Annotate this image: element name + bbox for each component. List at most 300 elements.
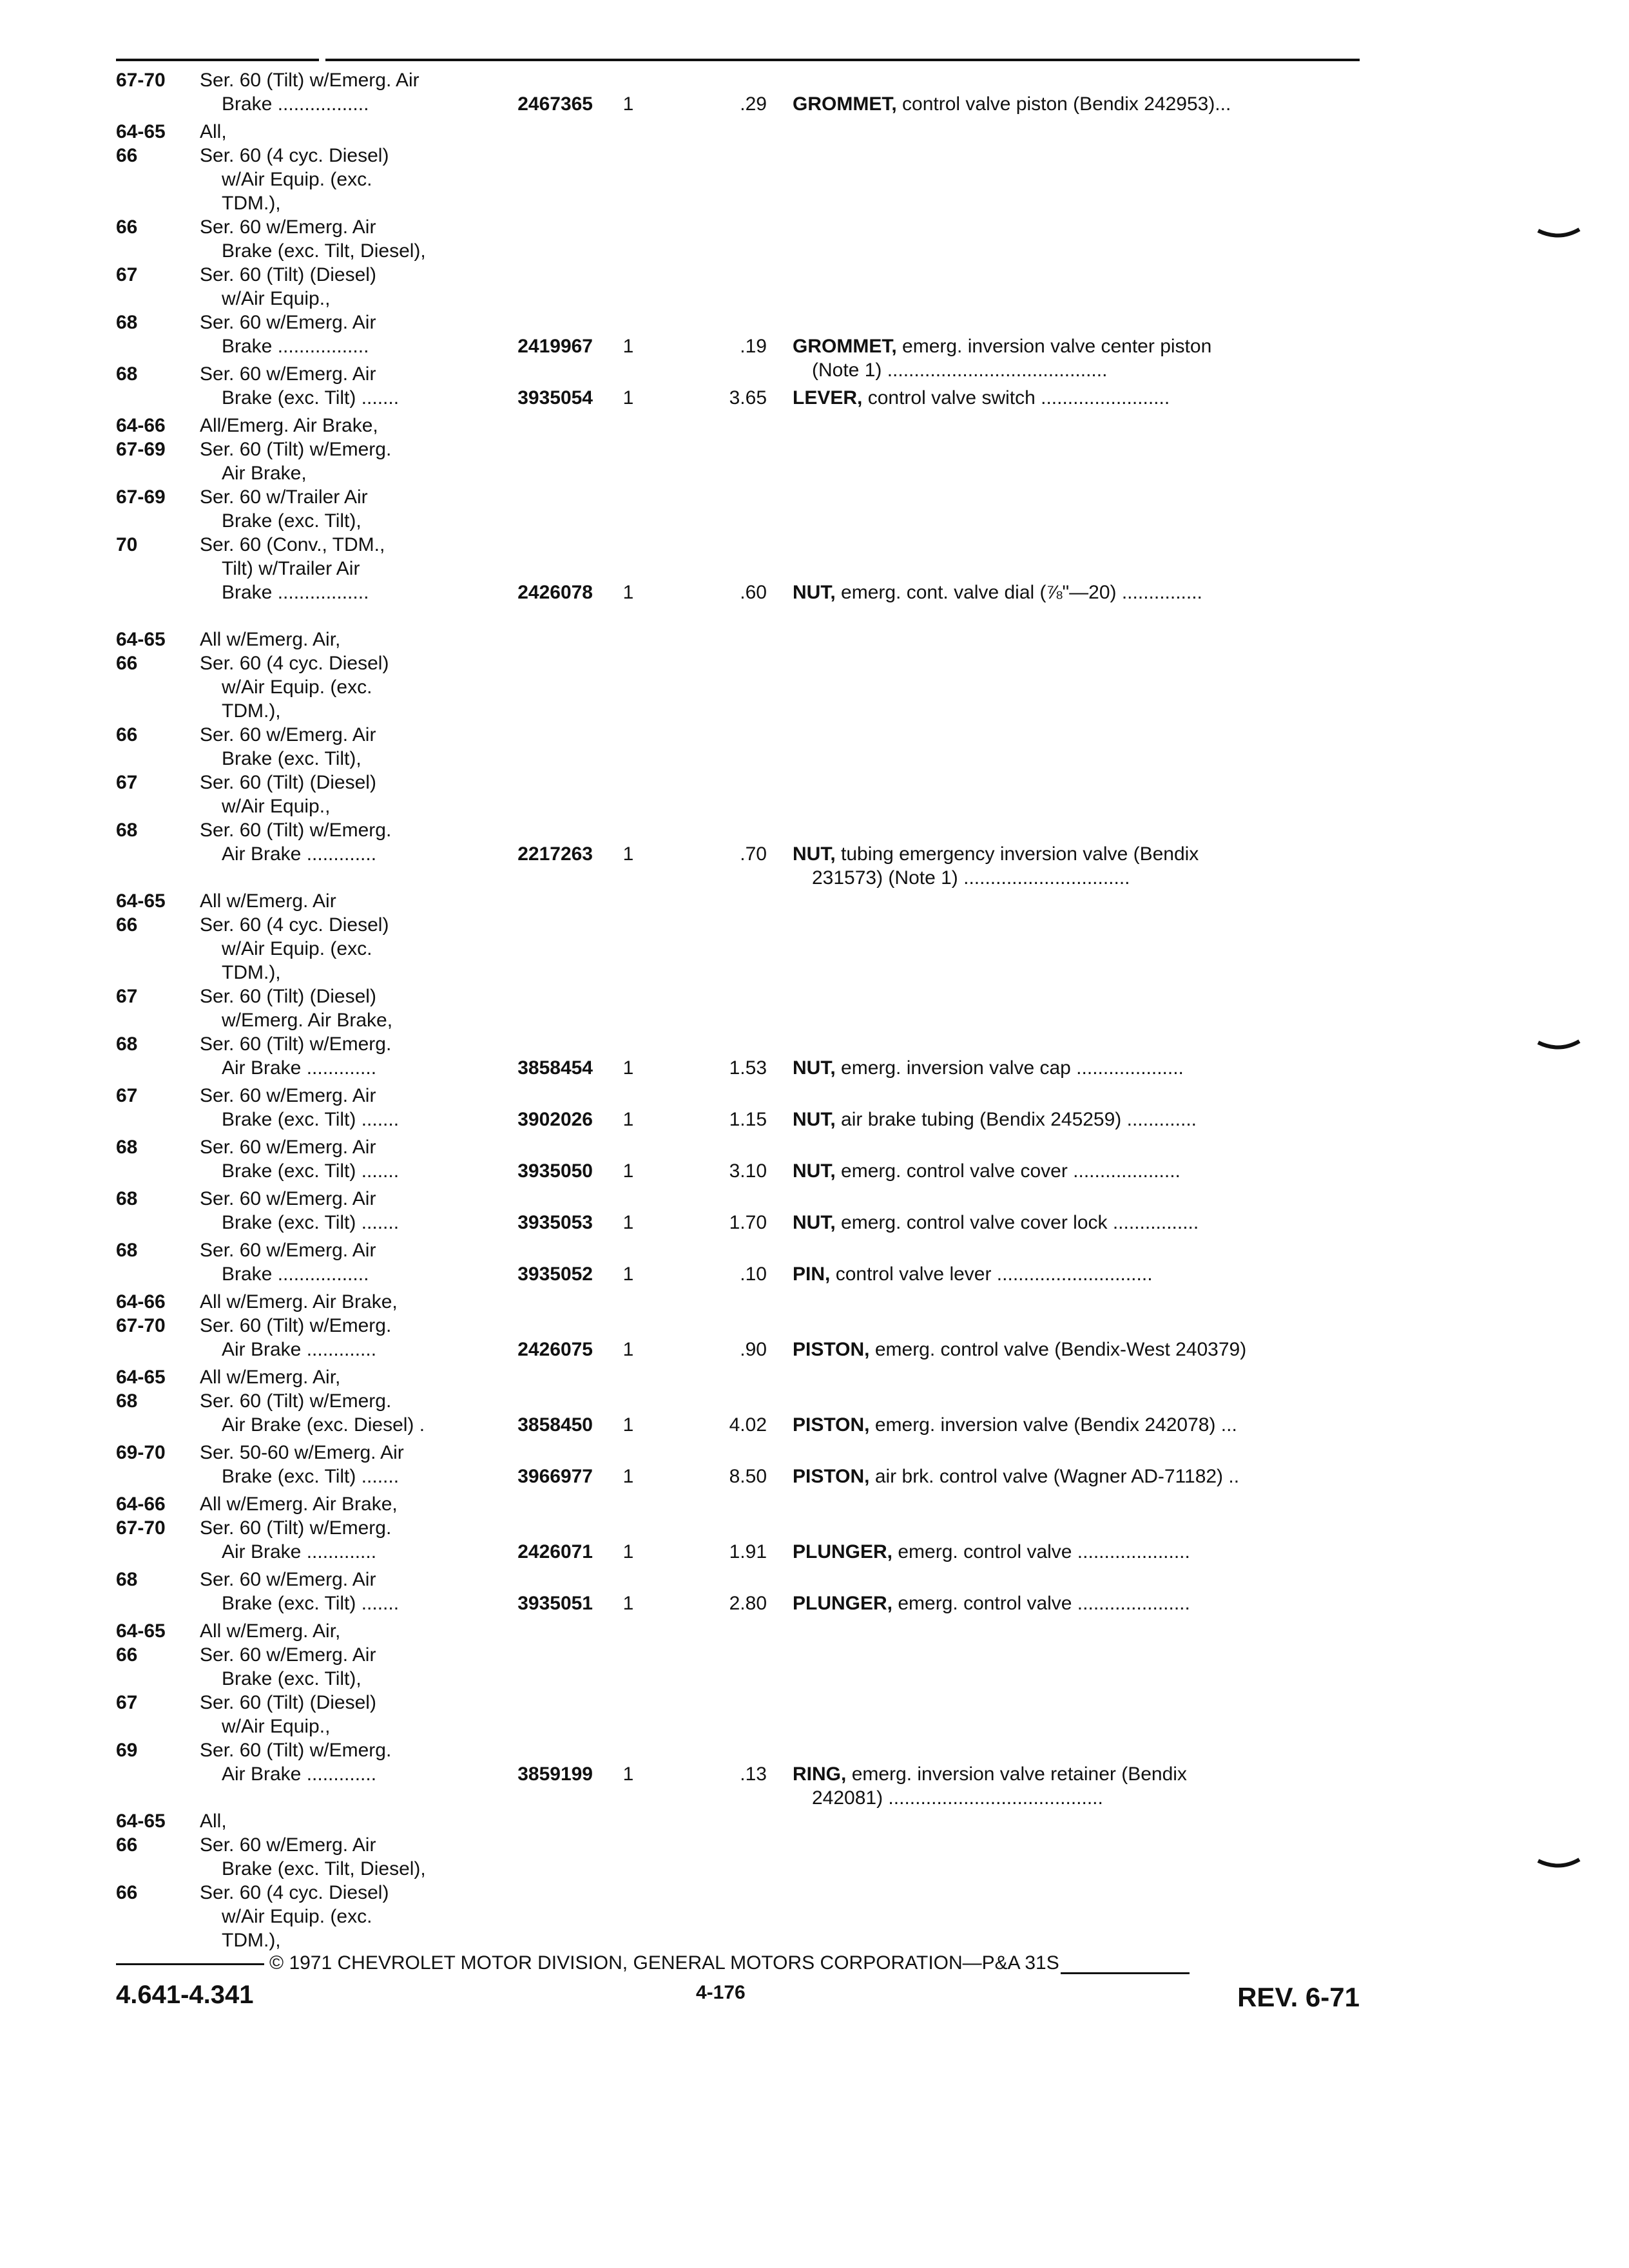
- model-years: [116, 1619, 193, 1786]
- year-range: [116, 287, 193, 311]
- application-line: Brake (exc. Tilt),: [222, 1668, 361, 1689]
- application-line: Ser. 60 w/Emerg. Air: [200, 724, 376, 745]
- year-range: 68: [116, 1390, 138, 1412]
- model-years: [116, 1492, 193, 1564]
- year-range: [116, 1262, 193, 1286]
- application-line: Brake .................: [222, 1264, 369, 1285]
- list-price: .90: [740, 1339, 767, 1360]
- part-name: NUT,: [793, 1057, 836, 1079]
- part-number: 3859199: [517, 1763, 593, 1785]
- year-range: [116, 1108, 193, 1131]
- part-description: [793, 1211, 1360, 1235]
- application-line: Ser. 60 (Tilt) w/Emerg.: [200, 1517, 392, 1539]
- year-range: 67: [116, 986, 138, 1007]
- application-line: Brake (exc. Tilt, Diesel),: [222, 1858, 426, 1879]
- application-line: Air Brake .............: [222, 1339, 377, 1360]
- year-range: 68: [116, 1033, 138, 1055]
- application-line: Ser. 60 (Tilt) w/Emerg.: [200, 1315, 392, 1336]
- year-range: [116, 461, 193, 485]
- top-rule: [116, 59, 1360, 61]
- year-range: 67-70: [116, 1315, 166, 1336]
- year-range: [116, 961, 193, 985]
- application-line: Ser. 60 (Tilt) (Diesel): [200, 986, 376, 1007]
- year-range: [116, 794, 193, 818]
- quantity: 1: [622, 1057, 634, 1079]
- application-line: Ser. 60 (Tilt) w/Emerg.: [200, 1740, 392, 1761]
- parts-row: [116, 68, 1360, 116]
- part-details: tubing emergency inversion valve (Bendix: [841, 843, 1199, 865]
- part-name: PIN,: [793, 1264, 831, 1285]
- part-description: [793, 386, 1360, 410]
- part-number: 2419967: [517, 336, 593, 357]
- application-line: w/Air Equip. (exc.: [222, 1906, 372, 1927]
- part-details: emerg. control valve .....................: [898, 1541, 1190, 1562]
- parts-row: [116, 1238, 1360, 1286]
- list-price: 1.53: [729, 1057, 767, 1079]
- application-line: Air Brake .............: [222, 843, 377, 865]
- year-range: [116, 747, 193, 771]
- year-range: 66: [116, 216, 138, 238]
- year-range: [116, 1667, 193, 1691]
- quantity: 1: [622, 1109, 634, 1130]
- application-line: TDM.),: [222, 1930, 281, 1951]
- application-line: w/Emerg. Air Brake,: [222, 1010, 393, 1031]
- parts-row: [116, 1135, 1360, 1183]
- year-range: [116, 699, 193, 723]
- quantity: 1: [622, 93, 634, 115]
- application-line: All w/Emerg. Air,: [200, 629, 341, 650]
- quantity: 1: [622, 1339, 634, 1360]
- model-years: [116, 1290, 193, 1361]
- model-years: [116, 628, 193, 866]
- application-line: All w/Emerg. Air Brake,: [200, 1291, 398, 1312]
- quantity: 1: [622, 1593, 634, 1614]
- year-range: 68: [116, 1137, 138, 1158]
- quantity: 1: [622, 582, 634, 603]
- list-price: 1.70: [729, 1212, 767, 1233]
- application: [200, 1135, 503, 1183]
- part-details: emerg. control valve .....................: [898, 1593, 1190, 1614]
- part-number: 2467365: [517, 93, 593, 115]
- parts-row: [116, 414, 1360, 604]
- year-range: [116, 1928, 193, 1952]
- part-name: LEVER,: [793, 387, 863, 408]
- year-range: 69-70: [116, 1442, 166, 1463]
- year-range: [116, 1762, 193, 1786]
- part-number: 3935051: [517, 1593, 593, 1614]
- application-line: Air Brake .............: [222, 1057, 377, 1079]
- year-range: [116, 937, 193, 961]
- application-line: TDM.),: [222, 700, 281, 722]
- quantity: 1: [622, 1264, 634, 1285]
- application-line: TDM.),: [222, 193, 281, 214]
- year-range: 68: [116, 820, 138, 841]
- part-description: [793, 581, 1360, 604]
- application: [200, 1619, 503, 1786]
- part-description: [793, 1413, 1360, 1437]
- application-line: Ser. 60 w/Emerg. Air: [200, 1569, 376, 1590]
- application-line: Ser. 60 (Tilt) (Diesel): [200, 772, 376, 793]
- part-number: 2426071: [517, 1541, 593, 1562]
- application: [200, 120, 503, 358]
- part-details: emerg. inversion valve cap ....................: [841, 1057, 1184, 1079]
- part-number: 3935053: [517, 1212, 593, 1233]
- quantity: 1: [622, 1414, 634, 1436]
- year-range: 66: [116, 1644, 138, 1666]
- year-range: 67-69: [116, 439, 166, 460]
- part-number: 3902026: [517, 1109, 593, 1130]
- year-range: [116, 1465, 193, 1488]
- application-line: w/Air Equip. (exc.: [222, 938, 372, 959]
- application: [200, 68, 503, 116]
- part-name: PLUNGER,: [793, 1541, 893, 1562]
- punch-mark-bottom: [1537, 1856, 1582, 1875]
- year-range: 66: [116, 653, 138, 674]
- part-details: control valve piston (Bendix 242953)...: [902, 93, 1231, 115]
- list-price: .13: [740, 1763, 767, 1785]
- application-line: Ser. 60 (Tilt) w/Emerg.: [200, 1390, 392, 1412]
- year-range: 64-66: [116, 1291, 166, 1312]
- copyright-text: © 1971 CHEVROLET MOTOR DIVISION, GENERAL MOTORS CORPORATION—P&A 31S: [269, 1952, 1059, 1974]
- application-line: Ser. 60 w/Emerg. Air: [200, 1644, 376, 1666]
- application-line: All w/Emerg. Air,: [200, 1620, 341, 1642]
- parts-row: [116, 362, 1360, 410]
- year-range: 66: [116, 914, 138, 936]
- application-line: Air Brake,: [222, 463, 307, 484]
- application-line: w/Air Equip. (exc.: [222, 677, 372, 698]
- application-line: Ser. 60 w/Emerg. Air: [200, 216, 376, 238]
- part-description: [793, 1159, 1360, 1183]
- model-years: [116, 1084, 193, 1131]
- year-range: [116, 675, 193, 699]
- part-details-continued: 231573) (Note 1) ...............................: [812, 867, 1130, 889]
- list-price: 2.80: [729, 1593, 767, 1614]
- year-range: [116, 1857, 193, 1881]
- application: [200, 1238, 503, 1286]
- year-range: 67: [116, 1692, 138, 1713]
- year-range: [116, 557, 193, 581]
- part-description: [793, 1591, 1360, 1615]
- application-line: Ser. 60 w/Emerg. Air: [200, 1240, 376, 1261]
- part-name: NUT,: [793, 1212, 836, 1233]
- application-line: Ser. 60 (Tilt) w/Emerg.: [200, 820, 392, 841]
- year-range: [116, 581, 193, 604]
- application-line: TDM.),: [222, 962, 281, 983]
- part-details: emerg. inversion valve center piston: [902, 336, 1212, 357]
- application: [200, 1809, 503, 1952]
- part-details: emerg. control valve cover ....................: [841, 1160, 1181, 1182]
- year-range: [116, 509, 193, 533]
- year-range: 67: [116, 264, 138, 285]
- year-range: [116, 842, 193, 866]
- year-range: 64-65: [116, 890, 166, 912]
- year-range: [116, 1413, 193, 1437]
- application-line: Ser. 60 (4 cyc. Diesel): [200, 145, 389, 166]
- year-range: [116, 168, 193, 191]
- list-price: .60: [740, 582, 767, 603]
- year-range: [116, 1338, 193, 1361]
- parts-row: [116, 1441, 1360, 1488]
- year-range: [116, 386, 193, 410]
- application-line: Ser. 50-60 w/Emerg. Air: [200, 1442, 404, 1463]
- part-description: [793, 842, 1360, 890]
- part-details-continued: 242081) ........................................: [812, 1787, 1103, 1809]
- parts-row: [116, 1568, 1360, 1615]
- part-name: PISTON,: [793, 1339, 870, 1360]
- application-line: Brake (exc. Tilt) .......: [222, 387, 400, 408]
- application-line: Ser. 60 (Tilt) (Diesel): [200, 1692, 376, 1713]
- year-range: 68: [116, 1240, 138, 1261]
- application-line: All w/Emerg. Air Brake,: [200, 1494, 398, 1515]
- part-number: 3966977: [517, 1466, 593, 1487]
- year-range: 66: [116, 1834, 138, 1856]
- application-line: All/Emerg. Air Brake,: [200, 415, 378, 436]
- part-details: air brk. control valve (Wagner AD-71182) ..: [874, 1466, 1240, 1487]
- model-years: [116, 362, 193, 410]
- part-description: [793, 1762, 1360, 1810]
- application-line: Air Brake (exc. Diesel) .: [222, 1414, 425, 1436]
- application-line: Brake (exc. Tilt) .......: [222, 1212, 400, 1233]
- application-line: Air Brake .............: [222, 1763, 377, 1785]
- part-details: emerg. control valve cover lock ................: [841, 1212, 1199, 1233]
- application-line: w/Air Equip.,: [222, 288, 331, 309]
- application-line: Ser. 60 w/Emerg. Air: [200, 1188, 376, 1209]
- part-description: [793, 92, 1360, 116]
- application-line: Ser. 60 (Tilt) w/Emerg.: [200, 1033, 392, 1055]
- model-years: [116, 1568, 193, 1615]
- year-range: [116, 1715, 193, 1738]
- year-range: 68: [116, 1188, 138, 1209]
- application-line: Ser. 60 (Tilt) w/Emerg.: [200, 439, 392, 460]
- application-line: Ser. 60 w/Emerg. Air: [200, 1137, 376, 1158]
- year-range: 66: [116, 145, 138, 166]
- year-range: 67-70: [116, 1517, 166, 1539]
- application-line: All w/Emerg. Air: [200, 890, 336, 912]
- year-range: 64-66: [116, 415, 166, 436]
- part-details: emerg. cont. valve dial (⅞"—20) ...............: [841, 582, 1202, 603]
- list-price: 1.91: [729, 1541, 767, 1562]
- parts-row: [116, 120, 1360, 381]
- application: [200, 889, 503, 1080]
- application: [200, 1492, 503, 1564]
- part-name: PISTON,: [793, 1466, 870, 1487]
- quantity: 1: [622, 1466, 634, 1487]
- application-line: Brake .................: [222, 93, 369, 115]
- model-years: [116, 1135, 193, 1183]
- year-range: 64-66: [116, 1494, 166, 1515]
- part-description: [793, 1056, 1360, 1080]
- year-range: [116, 191, 193, 215]
- year-range: 64-65: [116, 1367, 166, 1388]
- application-line: Ser. 60 w/Emerg. Air: [200, 1834, 376, 1856]
- model-years: [116, 414, 193, 604]
- application: [200, 1290, 503, 1361]
- application-line: Ser. 60 w/Emerg. Air: [200, 363, 376, 385]
- year-range: [116, 1008, 193, 1032]
- part-number: 3858454: [517, 1057, 593, 1079]
- part-number: 3935052: [517, 1264, 593, 1285]
- parts-row: [116, 1187, 1360, 1235]
- list-price: .29: [740, 93, 767, 115]
- part-name: GROMMET,: [793, 93, 897, 115]
- model-years: [116, 889, 193, 1080]
- year-range: [116, 1056, 193, 1080]
- revision-date: REV. 6-71: [1237, 1982, 1360, 2012]
- application: [200, 1568, 503, 1615]
- parts-row: [116, 628, 1360, 889]
- application-line: Ser. 60 (4 cyc. Diesel): [200, 1882, 389, 1903]
- application: [200, 1084, 503, 1131]
- quantity: 1: [622, 843, 634, 865]
- year-range: [116, 1540, 193, 1564]
- application-line: Brake (exc. Tilt) .......: [222, 1593, 400, 1614]
- punch-mark-top: [1537, 226, 1582, 245]
- application: [200, 414, 503, 604]
- application-line: Brake (exc. Tilt),: [222, 748, 361, 769]
- model-years: [116, 68, 193, 92]
- part-name: NUT,: [793, 843, 836, 865]
- year-range: [116, 1159, 193, 1183]
- quantity: 1: [622, 1212, 634, 1233]
- application-line: Brake (exc. Tilt),: [222, 510, 361, 532]
- application: [200, 362, 503, 410]
- list-price: .70: [740, 843, 767, 865]
- year-range: 64-65: [116, 1811, 166, 1832]
- part-details: emerg. inversion valve (Bendix 242078) ...: [874, 1414, 1237, 1436]
- catalog-code: 4.641-4.341: [116, 1981, 254, 2009]
- part-name: RING,: [793, 1763, 847, 1785]
- part-name: NUT,: [793, 1160, 836, 1182]
- application-line: Ser. 60 (Tilt) (Diesel): [200, 264, 376, 285]
- part-details: control valve lever .............................: [835, 1264, 1153, 1285]
- application-line: All,: [200, 1811, 227, 1832]
- application-line: All w/Emerg. Air,: [200, 1367, 341, 1388]
- year-range: 64-65: [116, 629, 166, 650]
- part-number: 3858450: [517, 1414, 593, 1436]
- application-line: w/Air Equip. (exc.: [222, 169, 372, 190]
- application-line: Ser. 60 (4 cyc. Diesel): [200, 914, 389, 936]
- part-number: 2426078: [517, 582, 593, 603]
- part-number: 3935054: [517, 387, 593, 408]
- year-range: 68: [116, 363, 138, 385]
- part-details: emerg. control valve (Bendix-West 240379): [874, 1339, 1247, 1360]
- list-price: .19: [740, 336, 767, 357]
- application-line: Air Brake .............: [222, 1541, 377, 1562]
- year-range: [116, 334, 193, 358]
- year-range: 66: [116, 724, 138, 745]
- list-price: 3.10: [729, 1160, 767, 1182]
- application: [200, 1441, 503, 1488]
- year-range: 69: [116, 1740, 138, 1761]
- list-price: 4.02: [729, 1414, 767, 1436]
- parts-row: [116, 1619, 1360, 1809]
- quantity: 1: [622, 1541, 634, 1562]
- parts-row: [116, 1492, 1360, 1564]
- punch-mark-middle: [1537, 1037, 1582, 1057]
- part-name: NUT,: [793, 1109, 836, 1130]
- year-range: [116, 239, 193, 263]
- application-line: Brake .................: [222, 582, 369, 603]
- year-range: 67-69: [116, 486, 166, 508]
- part-details: air brake tubing (Bendix 245259) .............: [841, 1109, 1197, 1130]
- parts-row: [116, 1365, 1360, 1437]
- parts-row: [116, 1290, 1360, 1361]
- year-range: [116, 1211, 193, 1235]
- part-description: [793, 1540, 1360, 1564]
- model-years: [116, 1238, 193, 1286]
- application-line: Brake (exc. Tilt) .......: [222, 1160, 400, 1182]
- list-price: 1.15: [729, 1109, 767, 1130]
- application: [200, 1365, 503, 1437]
- quantity: 1: [622, 336, 634, 357]
- model-years: [116, 1365, 193, 1437]
- quantity: 1: [622, 1160, 634, 1182]
- application-line: Ser. 60 (Tilt) w/Emerg. Air: [200, 70, 419, 91]
- year-range: [116, 1905, 193, 1928]
- application-line: Brake (exc. Tilt) .......: [222, 1466, 400, 1487]
- model-years: [116, 120, 193, 358]
- application-line: Ser. 60 w/Trailer Air: [200, 486, 368, 508]
- application-line: Ser. 60 (4 cyc. Diesel): [200, 653, 389, 674]
- year-range: 67: [116, 772, 138, 793]
- application-line: All,: [200, 121, 227, 142]
- part-name: PLUNGER,: [793, 1593, 893, 1614]
- part-details-continued: (Note 1) .........................................: [812, 360, 1108, 381]
- year-range: 68: [116, 312, 138, 333]
- application-line: Brake (exc. Tilt) .......: [222, 1109, 400, 1130]
- parts-row: [116, 1084, 1360, 1131]
- application-line: w/Air Equip.,: [222, 1716, 331, 1737]
- part-number: 2217263: [517, 843, 593, 865]
- list-price: .10: [740, 1264, 767, 1285]
- application-line: Ser. 60 w/Emerg. Air: [200, 1085, 376, 1106]
- top-rule-gap: [319, 57, 325, 63]
- application-line: Ser. 60 w/Emerg. Air: [200, 312, 376, 333]
- part-description: [793, 1262, 1360, 1286]
- application-line: Brake (exc. Tilt, Diesel),: [222, 240, 426, 262]
- part-number: 3935050: [517, 1160, 593, 1182]
- year-range: 67-70: [116, 70, 166, 91]
- model-years: [116, 1441, 193, 1488]
- list-price: 3.65: [729, 387, 767, 408]
- part-details: control valve switch ........................: [867, 387, 1170, 408]
- part-description: [793, 1108, 1360, 1131]
- list-price: 8.50: [729, 1466, 767, 1487]
- year-range: 64-65: [116, 1620, 166, 1642]
- copyright-line: [116, 1952, 1360, 1974]
- parts-row: [116, 889, 1360, 1080]
- model-years: [116, 1809, 193, 1952]
- model-years: [116, 1187, 193, 1235]
- year-range: 68: [116, 1569, 138, 1590]
- year-range: 64-65: [116, 121, 166, 142]
- part-name: PISTON,: [793, 1414, 870, 1436]
- parts-row: [116, 1809, 1360, 1952]
- application-line: Ser. 60 (Conv., TDM.,: [200, 534, 385, 555]
- year-range: 66: [116, 1882, 138, 1903]
- application: [200, 628, 503, 866]
- quantity: 1: [622, 387, 634, 408]
- part-name: NUT,: [793, 582, 836, 603]
- application: [200, 1187, 503, 1235]
- year-range: [116, 1591, 193, 1615]
- part-details: emerg. inversion valve retainer (Bendix: [851, 1763, 1187, 1785]
- part-number: 2426075: [517, 1339, 593, 1360]
- part-description: [793, 1338, 1360, 1361]
- application-line: Tilt) w/Trailer Air: [222, 558, 360, 579]
- application-line: Brake .................: [222, 336, 369, 357]
- quantity: 1: [622, 1763, 634, 1785]
